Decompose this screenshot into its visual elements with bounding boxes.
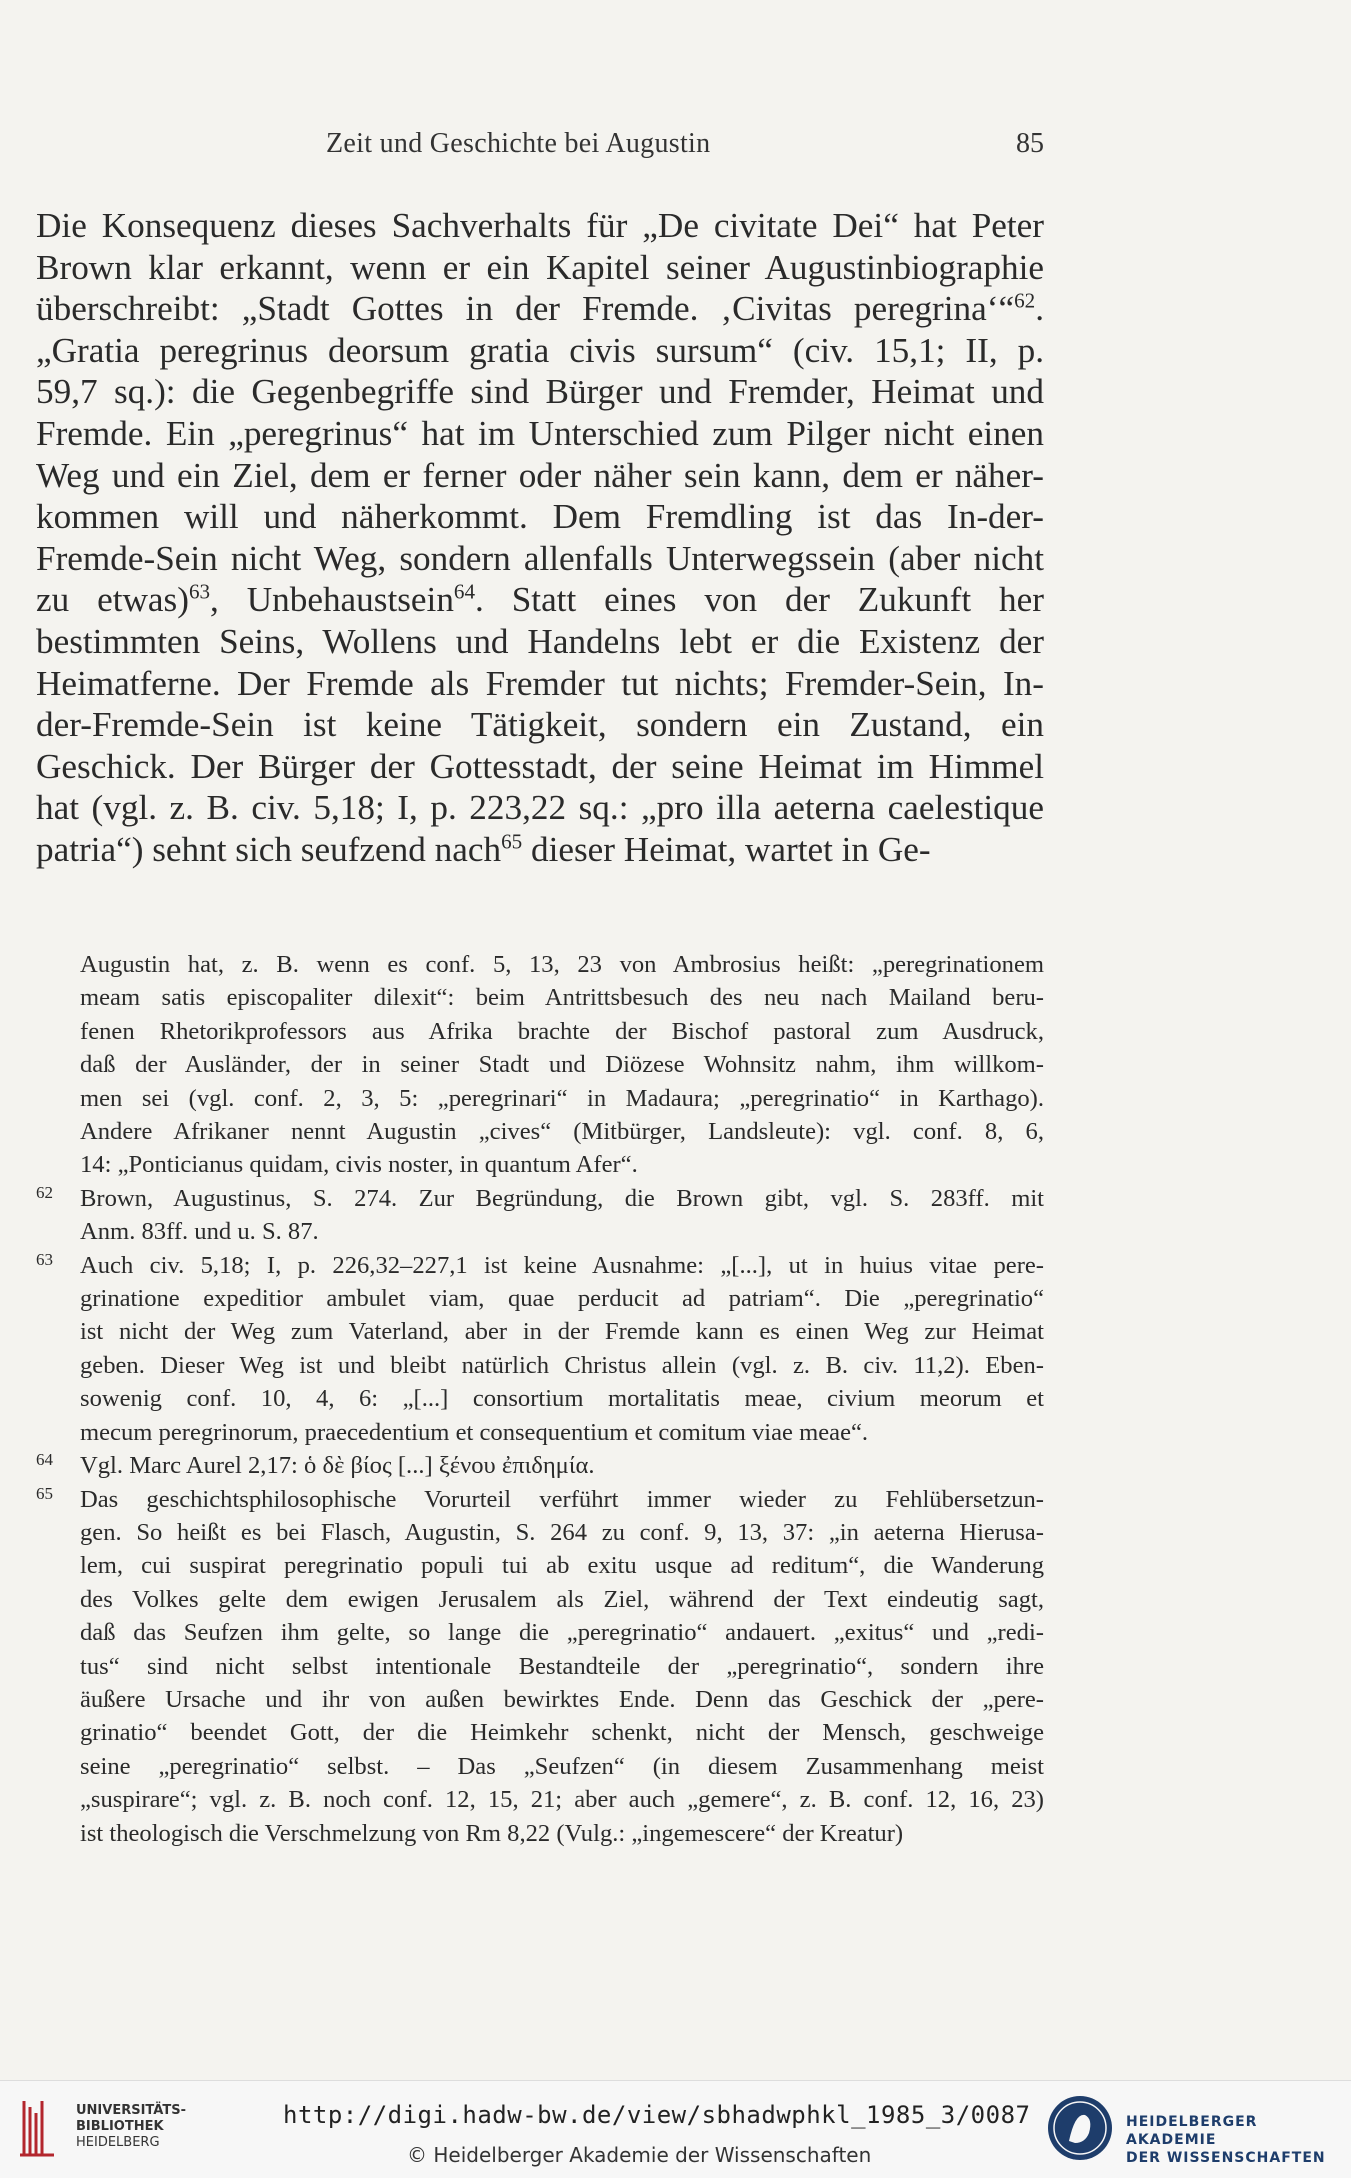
text-line: Weg und ein Ziel, dem er ferner oder näher sein kann, dem er näher- bbox=[36, 455, 1044, 495]
footnote-65: 65 Das geschichtsphilosophische Vorurteil verführt immer wieder zu Fehlübersetzun- gen. So heißt es bei Flasch, Augustin, S. 264 zu conf. 9, 13, 37: „in aeterna Hierusa- lem, cui suspirat peregrinatio populi tui ab exitu usque ad reditum“, die Wanderung des Volkes gelte dem ewigen Jerusalem als Ziel, während der Text eindeutig sagt, daß das Seufzen ihm gelte, so lange die „peregrinatio“ andauert. „exitus“ und „redi- tus“ sind nicht selbst intentionale Bestandteile der „peregrinatio“, sondern ihre äußere Ursache und ihr von außen bewirktes Ende. Denn das Geschick der „pere- grinatio“ beendet Gott, der die Heimkehr schenkt, nicht der Mensch, geschweige seine „peregrinatio“ selbst. – Das „Seufzen“ (in diesem Zusammenhang meist „suspirare“; vgl. z. B. noch conf. 12, 15, 21; aber auch „gemere“, z. B. conf. 12, 16, 23) ist theologisch die Verschmelzung von Rm 8,22 (Vulg.: „ingemescere“ der Kreatur) bbox=[36, 1483, 1044, 1847]
text-line: patria“) sehnt sich seufzend nach$^{65}$ dieser Heimat, wartet in Ge- bbox=[36, 829, 931, 869]
footnote-number: 63 bbox=[36, 1249, 53, 1269]
footnote-number: 64 bbox=[36, 1450, 53, 1470]
library-name: UNIVERSITÄTS- BIBLIOTHEK HEIDELBERG bbox=[76, 2103, 186, 2150]
main-text bbox=[36, 205, 1044, 871]
text-line: „Gratia peregrinus deorsum gratia civis sursum“ (civ. 15,1; II, p. bbox=[36, 330, 1044, 370]
footnote-ref[interactable]: 62 bbox=[1014, 288, 1036, 313]
text-line: überschreibt: „Stadt Gottes in der Fremde. ‚Civitas peregrina‘“$^{62}$. bbox=[36, 288, 1044, 329]
footnote-62: 62 Brown, Augustinus, S. 274. Zur Begründung, die Brown gibt, vgl. S. 283ff. mit Anm. 83ff. und u. S. 87. bbox=[36, 1182, 1044, 1246]
footnote-ref[interactable]: 63 bbox=[188, 579, 211, 604]
text-line: Fremde-Sein nicht Weg, sondern allenfalls Unterwegssein (aber nicht bbox=[36, 538, 1044, 578]
footnote-continuation: Augustin hat, z. B. wenn es conf. 5, 13, 23 von Ambrosius heißt: „peregrinationem meam satis episcopaliter dilexit“: beim Antrittsbesuch des neu nach Mailand beru- fenen Rhetorikprofessors aus Afrika brachte der Bischof pastoral zum Ausdruck, daß der Ausländer, der in seiner Stadt und Diözese Wohnsitz nahm, ihm willkom- men sei (vgl. conf. 2, 3, 5: „peregrinari“ in Madaura; „peregrinatio“ in Karthago). Andere Afrikaner nennt Augustin „cives“ (Mitbürger, Landsleute): vgl. conf. 8, 6, 14: „Ponticianus quidam, civis noster, in quantum Afer“. bbox=[80, 951, 1044, 1179]
footnote-ref[interactable]: 64 bbox=[453, 579, 476, 604]
footnote-ref[interactable]: 65 bbox=[501, 829, 523, 854]
text-line: Brown klar erkannt, wenn er ein Kapitel seiner Augustinbiographie bbox=[36, 247, 1044, 287]
text-line: Die Konsequenz dieses Sachverhalts für „De civitate Dei“ hat Peter bbox=[36, 206, 1044, 245]
text-line: der-Fremde-Sein ist keine Tätigkeit, sondern ein Zustand, ein bbox=[36, 705, 1044, 745]
text-line: Heimatferne. Der Fremde als Fremder tut nichts; Fremder-Sein, In- bbox=[36, 663, 1044, 703]
text-line: Geschick. Der Bürger der Gottesstadt, der seine Heimat im Himmel bbox=[36, 746, 1044, 786]
text-line: Fremde. Ein „peregrinus“ hat im Unterschied zum Pilger nicht einen bbox=[36, 413, 1044, 453]
permalink-url[interactable]: http://digi.hadw-bw.de/view/sbhadwphkl_1985_3/0087 bbox=[283, 2101, 1031, 2129]
text-line: hat (vgl. z. B. civ. 5,18; I, p. 223,22 sq.: „pro illa aeterna caelestique bbox=[36, 788, 1044, 828]
page-number: 85 bbox=[1016, 128, 1044, 159]
academy-seal-icon bbox=[1045, 2093, 1115, 2163]
viewer-footer bbox=[0, 2080, 1351, 2178]
text-line: bestimmten Seins, Wollens und Handelns lebt er die Existenz der bbox=[36, 621, 1044, 661]
footnotes bbox=[36, 948, 1044, 1850]
copyright-notice: © Heidelberger Akademie der Wissenschaften bbox=[407, 2143, 872, 2167]
text-line: kommen will und näherkommt. Dem Fremdling ist das In-der- bbox=[36, 497, 1044, 537]
text-line: 59,7 sq.): die Gegenbegriffe sind Bürger und Fremder, Heimat und bbox=[36, 372, 1044, 412]
library-logo-icon bbox=[14, 2093, 60, 2163]
running-title: Zeit und Geschichte bei Augustin bbox=[326, 128, 711, 159]
academy-name: HEIDELBERGER AKADEMIE DER WISSENSCHAFTEN bbox=[1126, 2114, 1326, 2166]
footnote-63: 63 Auch civ. 5,18; I, p. 226,32–227,1 ist keine Ausnahme: „[...], ut in huius vitae pere- grinatione expeditior ambulet viam, quae perducit ad patriam“. Die „peregrinatio“ ist nicht der Weg zum Vaterland, aber in der Fremde kann es einen Weg zur Heimat geben. Dieser Weg ist und bleibt natürlich Christus allein (vgl. z. B. civ. 11,2). Eben- sowenig conf. 10, 4, 6: „[...] consortium mortalitatis meae, civium meorum et mecum peregrinorum, praecedentium et consequentium et comitum viae meae“. bbox=[36, 1249, 1044, 1446]
footnote-number: 62 bbox=[36, 1182, 53, 1202]
footnote-64: 64 Vgl. Marc Aurel 2,17: ὁ δὲ βίος [...] ξένου ἐπιδημία. bbox=[36, 1450, 595, 1480]
footnote-number: 65 bbox=[36, 1483, 53, 1503]
text-line: zu etwas)$^{63}$, Unbehaustsein$^{64}$. Statt eines von der Zukunft her bbox=[36, 579, 1044, 620]
